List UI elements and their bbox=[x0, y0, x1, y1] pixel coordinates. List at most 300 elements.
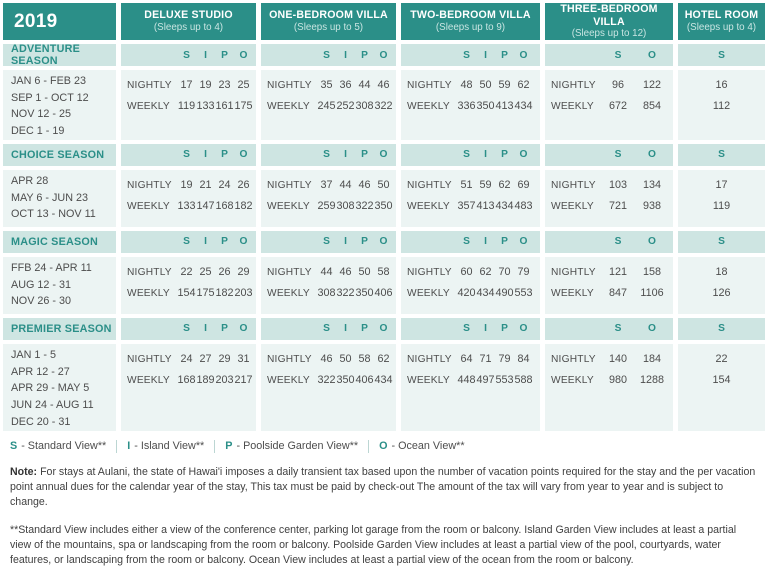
date-range: JUN 24 - AUG 11 bbox=[11, 399, 94, 412]
weekly-points-value: 126 bbox=[712, 286, 731, 299]
view-letter-s: S bbox=[183, 236, 190, 248]
date-range: DEC 20 - 31 bbox=[11, 415, 71, 428]
row-label: WEEKLY bbox=[267, 287, 310, 299]
view-letter-o: O bbox=[648, 49, 656, 61]
nightly-points-value: 16 bbox=[715, 79, 728, 91]
date-range: APR 12 - 27 bbox=[11, 365, 70, 378]
points-value: 134 bbox=[642, 178, 661, 191]
nightly-row bbox=[261, 353, 396, 365]
nightly-row bbox=[545, 79, 673, 91]
points-value: 59 bbox=[498, 79, 511, 91]
weekly-row bbox=[261, 200, 396, 212]
view-letter-s: S bbox=[183, 49, 190, 61]
points-value: 24 bbox=[218, 178, 231, 191]
points-value: 46 bbox=[339, 265, 352, 278]
points-value: 29 bbox=[237, 265, 250, 278]
prices-premier-two-br bbox=[401, 344, 540, 431]
view-letter-p: P bbox=[361, 323, 368, 335]
points-value: 58 bbox=[358, 352, 371, 365]
weekly-row bbox=[545, 374, 673, 386]
points-value: 103 bbox=[608, 178, 627, 191]
weekly-points-value: 119 bbox=[712, 199, 731, 212]
row-label: WEEKLY bbox=[551, 200, 594, 212]
row-label: NIGHTLY bbox=[551, 80, 596, 91]
view-letter-s: S bbox=[463, 323, 470, 335]
row-label: NIGHTLY bbox=[267, 353, 312, 365]
view-legend bbox=[10, 440, 765, 453]
points-value: 847 bbox=[608, 286, 627, 299]
nightly-row bbox=[261, 79, 396, 91]
points-value: 46 bbox=[377, 79, 390, 91]
weekly-row bbox=[545, 200, 673, 212]
points-value: 434 bbox=[374, 373, 393, 386]
nightly-row bbox=[401, 266, 540, 278]
view-letters-deluxe bbox=[121, 318, 256, 340]
points-value: 308 bbox=[336, 199, 355, 212]
column-header-deluxe-studio bbox=[121, 3, 256, 40]
row-label: NIGHTLY bbox=[407, 179, 452, 191]
prices-choice-two-br bbox=[401, 170, 540, 227]
view-letter-p: P bbox=[361, 149, 368, 161]
view-letter-p: P bbox=[221, 49, 228, 61]
note-text: For stays at Aulani, the state of Hawai'i imposes a daily transient tax based upon the number of vacation points required for the stay and the per vacation point annual dues for the calendar year of the stay, This tax must be paid by check-out The amount of the tax will vary from year to year and is subject to change. bbox=[10, 465, 756, 508]
nightly-row bbox=[545, 266, 673, 278]
points-value: 168 bbox=[215, 199, 234, 212]
points-value: 854 bbox=[642, 100, 661, 112]
view-letter-i: I bbox=[204, 149, 207, 161]
points-value: 413 bbox=[476, 199, 495, 212]
prices-adventure-two-br bbox=[401, 70, 540, 140]
season-dates-magic bbox=[3, 257, 116, 314]
row-label: NIGHTLY bbox=[407, 353, 452, 365]
points-value: 161 bbox=[215, 100, 234, 112]
view-letter-s: S bbox=[463, 49, 470, 61]
row-label: NIGHTLY bbox=[407, 80, 452, 91]
row-label: WEEKLY bbox=[407, 374, 450, 386]
note-text: **Standard View includes either a view of the conference center, parking lot garage from the room or balcony. Island Garden View includes at least a partial view of the mountains, spa or landscaping from the room or balcony. Poolside Garden View includes at least a partial view of the pool, courtyards, water features, or landscaping from the room or balcony. Ocean View includes at least a partial view of the ocean from the room or balcony. bbox=[10, 523, 737, 566]
points-value: 154 bbox=[177, 286, 196, 299]
view-letters-three-br bbox=[545, 44, 673, 66]
points-value: 46 bbox=[358, 178, 371, 191]
weekly-row bbox=[261, 374, 396, 386]
row-label: WEEKLY bbox=[127, 287, 170, 299]
row-label: WEEKLY bbox=[407, 101, 450, 112]
weekly-row bbox=[121, 100, 256, 112]
points-value: 44 bbox=[320, 265, 333, 278]
points-value: 350 bbox=[355, 286, 374, 299]
points-value: 434 bbox=[514, 100, 533, 112]
season-name: MAGIC SEASON bbox=[11, 235, 98, 248]
view-letter-o: O bbox=[239, 149, 248, 161]
points-value: 19 bbox=[180, 178, 193, 191]
points-value: 322 bbox=[336, 286, 355, 299]
points-value: 25 bbox=[199, 265, 212, 278]
weekly-points-value: 112 bbox=[712, 100, 731, 112]
legend-label: - Island View** bbox=[134, 440, 205, 453]
prices-choice-one-br bbox=[261, 170, 396, 227]
row-label: WEEKLY bbox=[267, 374, 310, 386]
weekly-row bbox=[401, 100, 540, 112]
view-letter-i: I bbox=[204, 323, 207, 335]
row-label: WEEKLY bbox=[407, 287, 450, 299]
view-letter-hotel bbox=[678, 44, 765, 66]
column-header-three-bedroom-villa bbox=[545, 3, 673, 40]
season-band-choice bbox=[3, 144, 116, 166]
points-value: 497 bbox=[476, 373, 495, 386]
points-value: 119 bbox=[177, 100, 196, 112]
points-value: 19 bbox=[199, 79, 212, 91]
points-value: 58 bbox=[377, 265, 390, 278]
legend-label: - Ocean View** bbox=[391, 440, 465, 453]
date-range: DEC 1 - 19 bbox=[11, 125, 65, 138]
date-range: MAY 6 - JUN 23 bbox=[11, 191, 89, 204]
legend-divider bbox=[368, 440, 369, 453]
nightly-row bbox=[121, 353, 256, 365]
points-value: 62 bbox=[377, 352, 390, 365]
prices-premier-one-br bbox=[261, 344, 396, 431]
points-value: 245 bbox=[317, 100, 336, 112]
view-letter-p: P bbox=[501, 149, 508, 161]
view-letter-o: O bbox=[379, 149, 388, 161]
points-value: 22 bbox=[180, 265, 193, 278]
date-range: APR 29 - MAY 5 bbox=[11, 382, 90, 395]
date-range: AUG 12 - 31 bbox=[11, 278, 72, 291]
date-range: NOV 26 - 30 bbox=[11, 295, 72, 308]
points-value: 350 bbox=[476, 100, 495, 112]
row-label: WEEKLY bbox=[127, 374, 170, 386]
points-value: 203 bbox=[215, 373, 234, 386]
column-header-two-bedroom-villa bbox=[401, 3, 540, 40]
points-value: 175 bbox=[196, 286, 215, 299]
points-value: 406 bbox=[374, 286, 393, 299]
points-value: 182 bbox=[234, 199, 253, 212]
row-label: WEEKLY bbox=[551, 101, 594, 112]
view-letter-o: O bbox=[519, 236, 528, 248]
row-label: WEEKLY bbox=[267, 101, 310, 112]
weekly-row bbox=[401, 287, 540, 299]
row-label: NIGHTLY bbox=[127, 266, 172, 278]
nightly-points-value: 17 bbox=[715, 178, 728, 191]
column-subtitle: (Sleeps up to 5) bbox=[293, 21, 364, 33]
view-letter-s: S bbox=[323, 49, 330, 61]
weekly-row bbox=[121, 287, 256, 299]
row-label: NIGHTLY bbox=[267, 80, 312, 91]
points-value: 588 bbox=[514, 373, 533, 386]
date-range: NOV 12 - 25 bbox=[11, 108, 72, 121]
season-name: ADVENTURE SEASON bbox=[11, 43, 80, 67]
view-letter-o: O bbox=[648, 323, 656, 335]
view-letters-one-br bbox=[261, 144, 396, 166]
prices-magic-three-br bbox=[545, 257, 673, 314]
prices-adventure-one-br bbox=[261, 70, 396, 140]
view-letter-o: O bbox=[239, 236, 248, 248]
season-dates-adventure bbox=[3, 70, 116, 140]
view-letter-i: I bbox=[344, 149, 347, 161]
points-value: 322 bbox=[355, 199, 374, 212]
prices-adventure-hotel bbox=[678, 70, 765, 140]
weekly-row bbox=[261, 287, 396, 299]
points-value: 336 bbox=[457, 100, 476, 112]
points-value: 133 bbox=[177, 199, 196, 212]
row-label: WEEKLY bbox=[407, 200, 450, 212]
points-value: 17 bbox=[180, 79, 193, 91]
year-header-cell bbox=[3, 3, 116, 40]
row-label: NIGHTLY bbox=[127, 80, 172, 91]
transient-tax-note bbox=[10, 465, 758, 510]
view-letter-p: P bbox=[501, 236, 508, 248]
points-value: 420 bbox=[457, 286, 476, 299]
points-value: 62 bbox=[517, 79, 530, 91]
points-value: 434 bbox=[495, 199, 514, 212]
points-value: 31 bbox=[237, 352, 250, 365]
points-value: 35 bbox=[320, 79, 333, 91]
points-value: 69 bbox=[517, 178, 530, 191]
view-letters-three-br bbox=[545, 144, 673, 166]
view-letter-i: I bbox=[204, 49, 207, 61]
points-value: 147 bbox=[196, 199, 215, 212]
view-letters-one-br bbox=[261, 44, 396, 66]
prices-choice-deluxe bbox=[121, 170, 256, 227]
points-value: 672 bbox=[608, 100, 627, 112]
weekly-row bbox=[401, 200, 540, 212]
prices-adventure-three-br bbox=[545, 70, 673, 140]
points-value: 62 bbox=[498, 178, 511, 191]
points-value: 938 bbox=[642, 199, 661, 212]
view-letters-two-br bbox=[401, 44, 540, 66]
view-letters-two-br bbox=[401, 231, 540, 253]
view-letter-i: I bbox=[484, 236, 487, 248]
view-letter-s: S bbox=[718, 149, 725, 161]
points-value: 448 bbox=[457, 373, 476, 386]
row-label: WEEKLY bbox=[551, 287, 594, 299]
points-value: 1106 bbox=[640, 286, 664, 299]
points-value: 1288 bbox=[639, 373, 665, 386]
prices-magic-hotel bbox=[678, 257, 765, 314]
points-value: 721 bbox=[608, 199, 627, 212]
points-value: 553 bbox=[495, 373, 514, 386]
season-dates-premier bbox=[3, 344, 116, 431]
date-range: APR 28 bbox=[11, 174, 49, 187]
points-value: 46 bbox=[320, 352, 333, 365]
nightly-row bbox=[261, 179, 396, 191]
nightly-row bbox=[545, 353, 673, 365]
view-letters-two-br bbox=[401, 144, 540, 166]
date-range: SEP 1 - OCT 12 bbox=[11, 91, 89, 104]
date-range: JAN 1 - 5 bbox=[11, 348, 57, 361]
view-letter-s: S bbox=[183, 323, 190, 335]
points-value: 158 bbox=[642, 265, 661, 278]
view-letter-p: P bbox=[361, 236, 368, 248]
points-value: 184 bbox=[642, 352, 661, 365]
view-letter-o: O bbox=[379, 49, 388, 61]
weekly-row bbox=[121, 374, 256, 386]
view-letter-i: I bbox=[344, 236, 347, 248]
points-value: 322 bbox=[317, 373, 336, 386]
points-value: 350 bbox=[374, 199, 393, 212]
points-value: 24 bbox=[180, 352, 193, 365]
prices-choice-three-br bbox=[545, 170, 673, 227]
view-letter-s: S bbox=[718, 49, 725, 61]
prices-magic-one-br bbox=[261, 257, 396, 314]
date-range: OCT 13 - NOV 11 bbox=[11, 208, 96, 221]
points-value: 21 bbox=[199, 178, 212, 191]
view-letter-i: I bbox=[484, 323, 487, 335]
view-letter-p: P bbox=[221, 149, 228, 161]
view-letter-s: S bbox=[463, 149, 470, 161]
row-label: NIGHTLY bbox=[267, 179, 312, 191]
view-letter-s: S bbox=[614, 49, 622, 61]
row-label: WEEKLY bbox=[551, 374, 594, 386]
nightly-row bbox=[545, 179, 673, 191]
points-value: 96 bbox=[611, 79, 624, 91]
points-value: 140 bbox=[608, 352, 627, 365]
points-value: 189 bbox=[196, 373, 215, 386]
points-value: 50 bbox=[479, 79, 492, 91]
view-letter-hotel bbox=[678, 318, 765, 340]
points-value: 133 bbox=[196, 100, 215, 112]
view-letter-i: I bbox=[344, 49, 347, 61]
row-label: NIGHTLY bbox=[551, 353, 596, 365]
view-letter-o: O bbox=[379, 236, 388, 248]
view-letters-two-br bbox=[401, 318, 540, 340]
prices-magic-deluxe bbox=[121, 257, 256, 314]
weekly-row bbox=[261, 100, 396, 112]
note-label: Note: bbox=[10, 465, 38, 478]
nightly-row bbox=[401, 79, 540, 91]
view-letter-p: P bbox=[221, 236, 228, 248]
points-value: 50 bbox=[377, 178, 390, 191]
season-name: PREMIER SEASON bbox=[11, 322, 112, 335]
points-value: 357 bbox=[457, 199, 476, 212]
points-value: 121 bbox=[608, 265, 627, 278]
weekly-points-value: 154 bbox=[712, 373, 731, 386]
view-letter-p: P bbox=[221, 323, 228, 335]
season-band-adventure bbox=[3, 44, 116, 66]
points-value: 23 bbox=[218, 79, 231, 91]
points-value: 79 bbox=[517, 265, 530, 278]
points-value: 26 bbox=[218, 265, 231, 278]
year-label: 2019 bbox=[14, 10, 58, 32]
view-letter-hotel bbox=[678, 144, 765, 166]
points-value: 252 bbox=[336, 100, 355, 112]
prices-premier-three-br bbox=[545, 344, 673, 431]
points-value: 70 bbox=[498, 265, 511, 278]
season-name: CHOICE SEASON bbox=[11, 148, 105, 161]
points-value: 259 bbox=[317, 199, 336, 212]
view-letter-s: S bbox=[614, 236, 622, 248]
points-value: 175 bbox=[234, 100, 253, 112]
legend-label: - Standard View** bbox=[21, 440, 107, 453]
column-title: HOTEL ROOM bbox=[684, 9, 759, 22]
row-label: NIGHTLY bbox=[127, 353, 172, 365]
legend-letter-p: P bbox=[225, 440, 233, 453]
view-letters-deluxe bbox=[121, 144, 256, 166]
view-letters-deluxe bbox=[121, 231, 256, 253]
points-value: 51 bbox=[460, 178, 473, 191]
points-value: 36 bbox=[339, 79, 352, 91]
view-letter-o: O bbox=[379, 323, 388, 335]
nightly-row bbox=[261, 266, 396, 278]
view-letter-s: S bbox=[718, 236, 725, 248]
points-value: 79 bbox=[498, 352, 511, 365]
column-header-one-bedroom-villa bbox=[261, 3, 396, 40]
view-letter-hotel bbox=[678, 231, 765, 253]
view-letter-o: O bbox=[519, 149, 528, 161]
view-letters-three-br bbox=[545, 231, 673, 253]
points-value: 60 bbox=[460, 265, 473, 278]
points-value: 48 bbox=[460, 79, 473, 91]
view-letters-deluxe bbox=[121, 44, 256, 66]
points-value: 483 bbox=[514, 199, 533, 212]
weekly-row bbox=[545, 287, 673, 299]
points-value: 350 bbox=[336, 373, 355, 386]
prices-adventure-deluxe bbox=[121, 70, 256, 140]
view-letter-s: S bbox=[183, 149, 190, 161]
points-value: 25 bbox=[237, 79, 250, 91]
view-letter-p: P bbox=[501, 323, 508, 335]
legend-letter-i: I bbox=[127, 440, 131, 453]
view-letter-s: S bbox=[323, 323, 330, 335]
column-title: ONE-BEDROOM VILLA bbox=[269, 9, 388, 22]
prices-choice-hotel bbox=[678, 170, 765, 227]
points-value: 980 bbox=[608, 373, 627, 386]
legend-divider bbox=[214, 440, 215, 453]
points-value: 168 bbox=[177, 373, 196, 386]
points-value: 203 bbox=[234, 286, 253, 299]
points-value: 413 bbox=[495, 100, 514, 112]
view-letter-s: S bbox=[323, 149, 330, 161]
points-value: 62 bbox=[479, 265, 492, 278]
points-value: 26 bbox=[237, 178, 250, 191]
column-subtitle: (Sleeps up to 12) bbox=[571, 28, 647, 40]
prices-premier-hotel bbox=[678, 344, 765, 431]
legend-letter-o: O bbox=[379, 440, 388, 453]
row-label: WEEKLY bbox=[127, 200, 170, 212]
view-letter-o: O bbox=[519, 49, 528, 61]
nightly-row bbox=[401, 179, 540, 191]
view-letter-p: P bbox=[501, 49, 508, 61]
points-value: 37 bbox=[320, 178, 333, 191]
prices-premier-deluxe bbox=[121, 344, 256, 431]
weekly-row bbox=[121, 200, 256, 212]
points-value: 84 bbox=[517, 352, 530, 365]
column-title: DELUXE STUDIO bbox=[144, 9, 233, 22]
nightly-points-value: 22 bbox=[715, 352, 728, 365]
column-subtitle: (Sleeps up to 9) bbox=[435, 21, 506, 33]
nightly-row bbox=[401, 353, 540, 365]
points-value: 122 bbox=[642, 79, 661, 91]
view-letter-s: S bbox=[614, 323, 622, 335]
view-letter-o: O bbox=[239, 323, 248, 335]
view-definitions-note bbox=[10, 523, 758, 568]
legend-letter-s: S bbox=[10, 440, 18, 453]
nightly-points-value: 18 bbox=[715, 265, 728, 278]
nightly-row bbox=[121, 266, 256, 278]
weekly-row bbox=[545, 100, 673, 112]
view-letter-i: I bbox=[204, 236, 207, 248]
points-value: 27 bbox=[199, 352, 212, 365]
season-band-premier bbox=[3, 318, 116, 340]
date-range: JAN 6 - FEB 23 bbox=[11, 75, 87, 87]
nightly-row bbox=[121, 79, 256, 91]
season-band-magic bbox=[3, 231, 116, 253]
points-value: 322 bbox=[374, 100, 393, 112]
row-label: NIGHTLY bbox=[267, 266, 312, 278]
points-value: 50 bbox=[339, 352, 352, 365]
column-subtitle: (Sleeps up to 4) bbox=[153, 21, 224, 33]
view-letter-o: O bbox=[239, 49, 248, 61]
view-letters-three-br bbox=[545, 318, 673, 340]
